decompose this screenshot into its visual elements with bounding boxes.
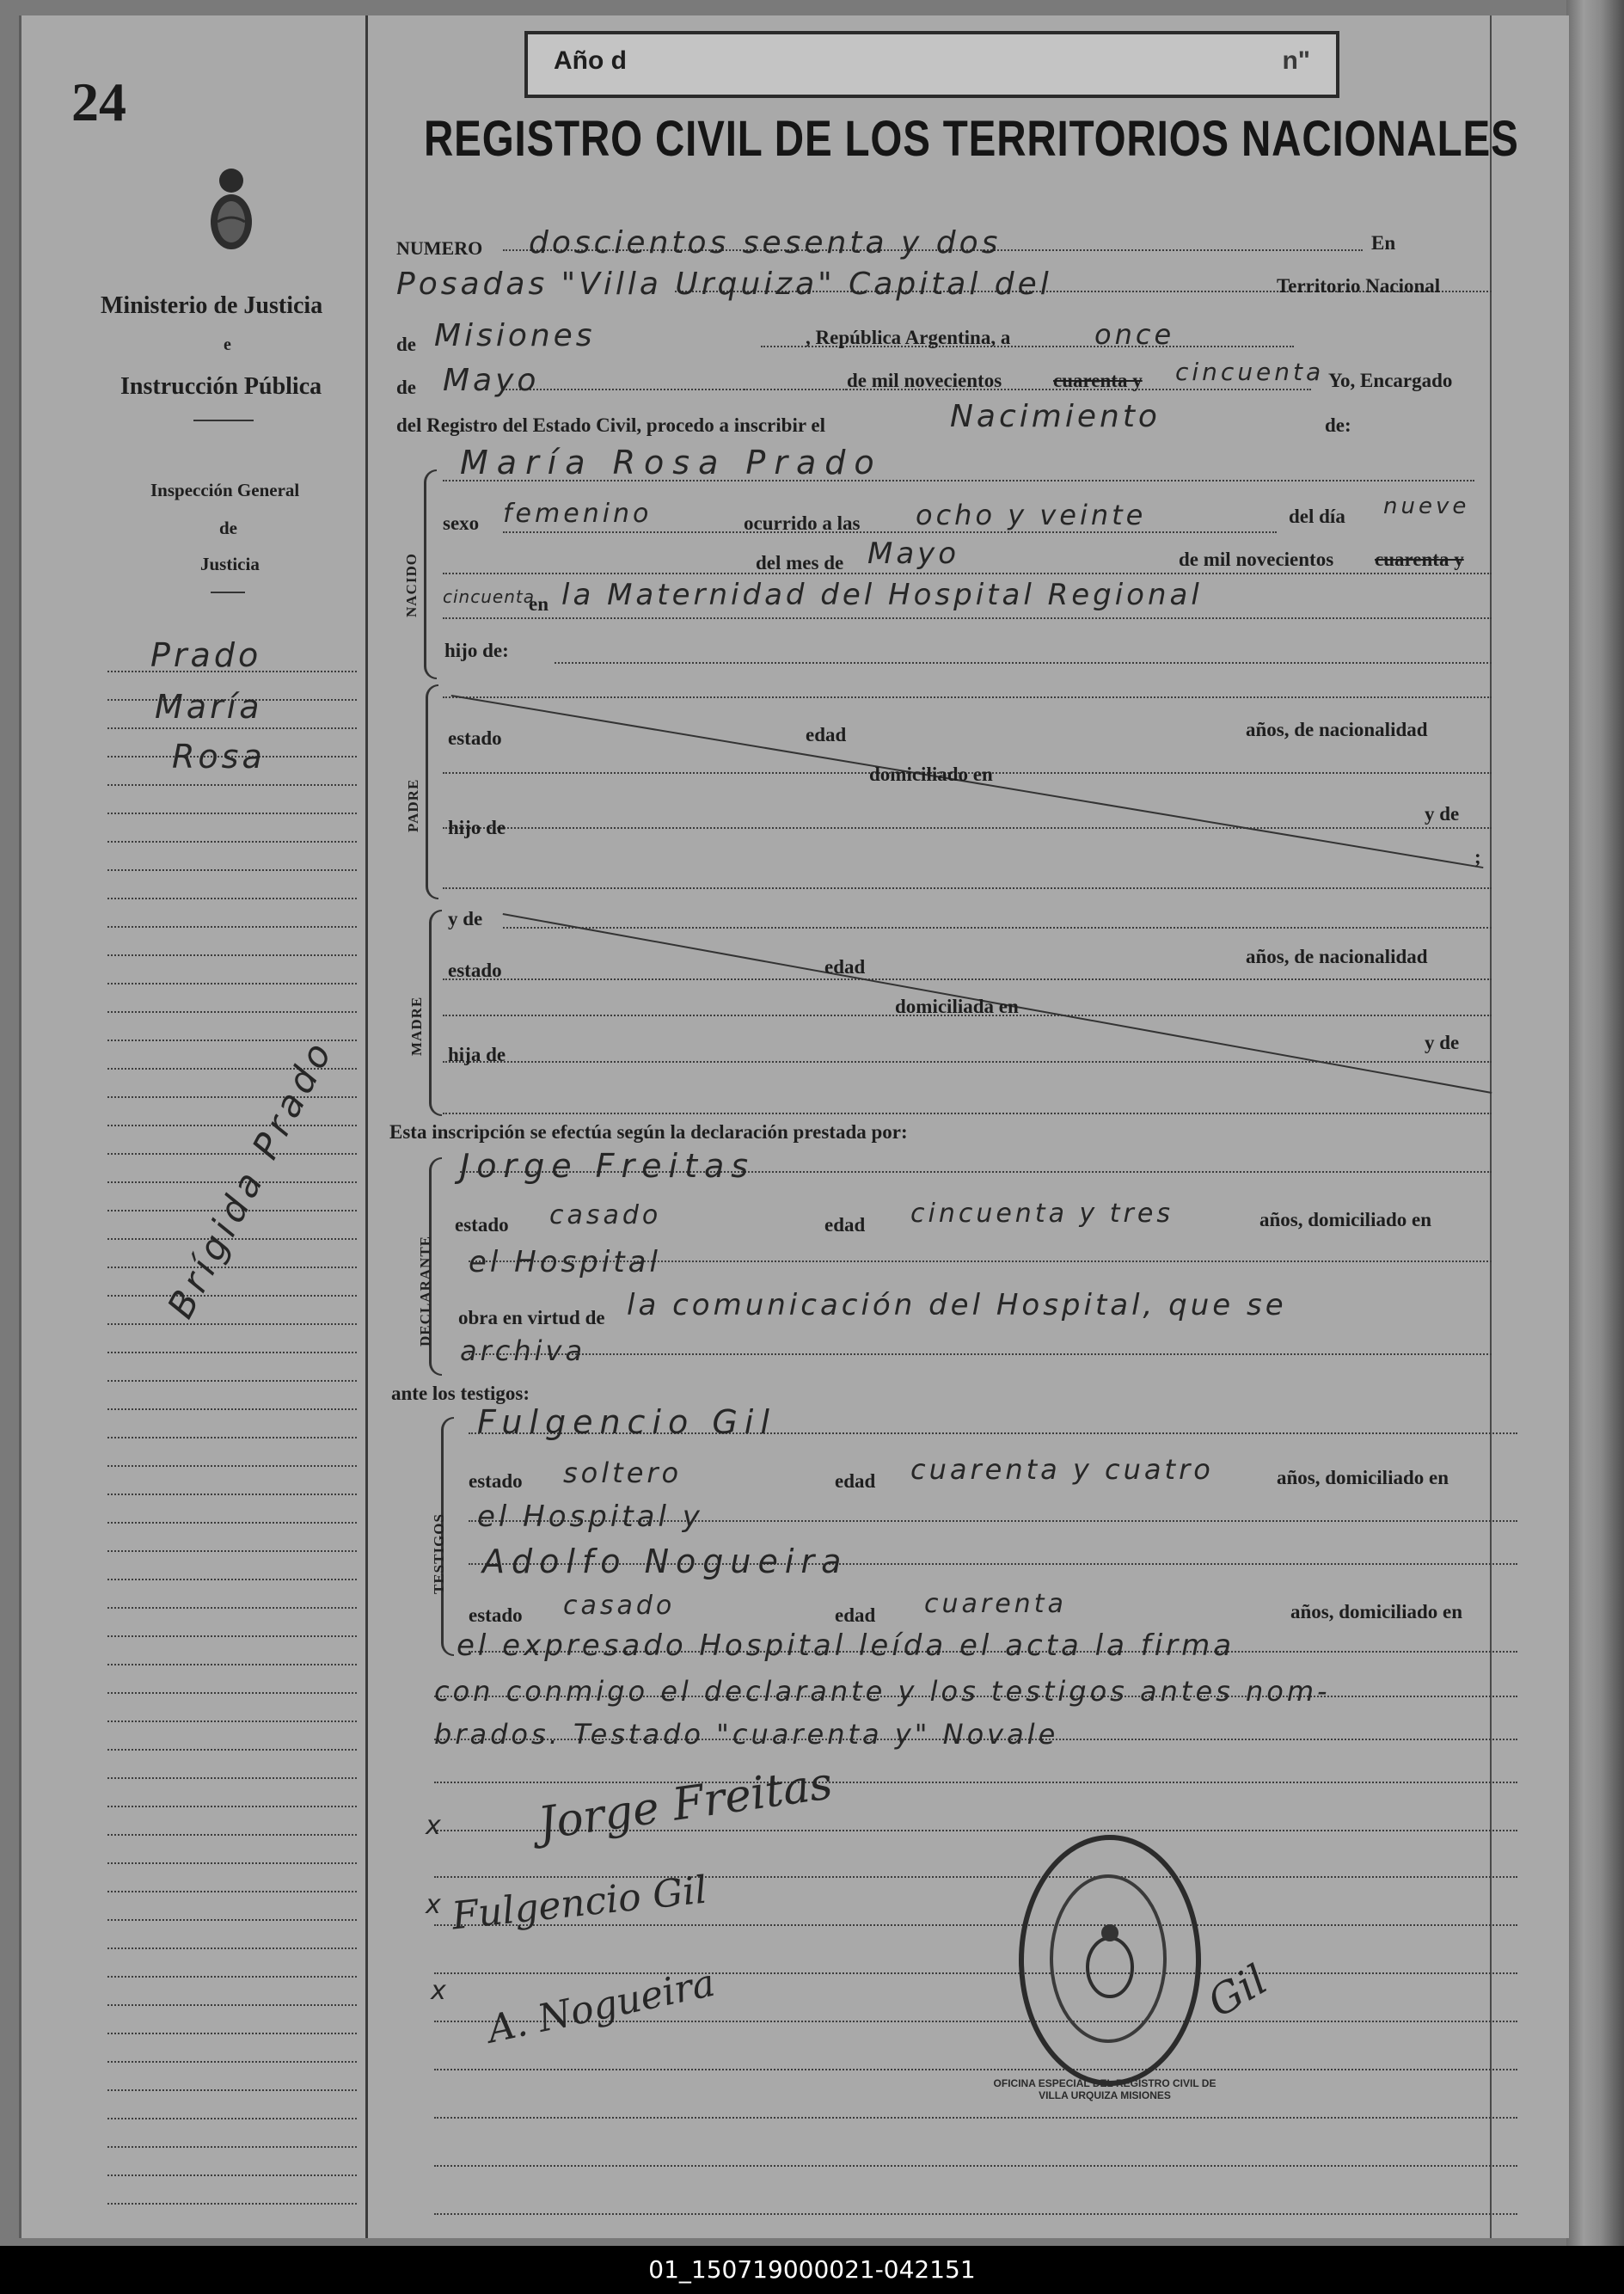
margin-ruled-line [107,1408,357,1410]
margin-ruled-line [107,1635,357,1637]
margin-ruled-line [107,1267,357,1268]
event-value: Nacimiento [950,399,1161,434]
ministry-line-1: Ministerio de Justicia [101,292,323,319]
witness-2-name: Adolfo Nogueira [482,1543,849,1580]
padre-section-label: PADRE [405,778,421,832]
year-value: cincuenta [1175,358,1325,386]
form-ruled-line [503,389,847,390]
day-value: once [1094,318,1175,351]
witness-1-anos-label: años, domiciliado en [1277,1467,1449,1488]
signature-declarante: Jorge Freitas [535,1757,837,1850]
margin-ruled-line [107,2033,357,2034]
x-mark-3: x [431,1976,450,2006]
margin-ruled-line [107,1777,357,1779]
padre-estado-label: estado [448,727,502,749]
margin-ruled-line [107,813,357,814]
form-ruled-line [503,531,1277,533]
x-mark-2: x [426,1890,444,1920]
form-ruled-line [443,1061,1492,1063]
margin-ruled-line [107,1749,357,1751]
register-page [19,15,1569,2238]
registro-label: del Registro del Estado Civil, procedo a inscribir el [396,414,825,436]
margin-ruled-line [107,1465,357,1467]
numero-value: doscientos sesenta y dos [529,225,1002,261]
padre-domiciliado-label: domiciliado en [869,764,993,785]
official-seal [1019,1835,1201,2086]
margin-ruled-line [107,1947,357,1949]
declarante-estado-value: casado [549,1200,662,1230]
form-ruled-line [434,1782,1517,1783]
witness-2-estado-value: casado [563,1591,676,1621]
de-label-2: de [396,377,416,398]
margin-ruled-line [107,2174,357,2176]
nacido-novecientos-label: de mil novecientos [1179,549,1334,570]
testigos-intro: ante los testigos: [391,1383,530,1404]
margin-ruled-line [107,983,357,984]
madre-y-de-label-2: y de [1425,1032,1460,1053]
margin-ruled-line [107,1011,357,1013]
margin-ruled-line [107,1494,357,1495]
signature-officer: Gil [1199,1955,1276,2027]
margin-ruled-line [107,1380,357,1382]
margin-ruled-line [107,1295,357,1297]
page-title: REGISTRO CIVIL DE LOS TERRITORIOS NACIONALES [424,111,1519,167]
person-name: María Rosa Prado [460,444,883,481]
margin-ruled-line [107,841,357,843]
ministry-line-3: Instrucción Pública [120,373,322,400]
madre-hija-label: hija de [448,1044,506,1065]
margin-ruled-line [107,898,357,899]
de-label-1: de [396,334,416,355]
nacido-en-label: en [529,593,548,615]
margin-index-surname: Prado [150,636,262,674]
form-ruled-line [443,887,1492,889]
declarante-estado-label: estado [455,1214,509,1236]
form-ruled-line [443,1113,1492,1114]
province-value: Misiones [434,318,596,353]
closing-line-2: con conmigo el declarante y los testigos antes nom- [434,1675,1331,1708]
padre-anos-label: años, de nacionalidad [1246,719,1428,740]
right-border [1490,15,1492,2238]
margin-index-name-2: Rosa [172,738,266,776]
form-ruled-line [443,573,1492,574]
x-mark-1: x [426,1811,444,1841]
declarante-address-value: el Hospital [469,1245,661,1279]
margin-ruled-line [107,2089,357,2091]
ministry-line-2: e [224,335,231,354]
declarante-name: Jorge Freitas [460,1147,756,1185]
margin-index-name-1: María [155,688,263,726]
witness-1-address-value: el Hospital y [477,1500,703,1534]
hijo-de-label: hijo de: [444,640,509,661]
territorio-label: Territorio Nacional [1277,275,1441,297]
birth-day-value: nueve [1383,494,1470,519]
witness-1-edad-value: cuarenta y cuatro [910,1453,1214,1486]
witness-1-estado-value: soltero [563,1457,683,1489]
year-stamp-text: Año d [554,46,627,75]
margin-ruled-line [107,1437,357,1438]
form-ruled-line [555,662,1492,664]
nacido-brace [424,469,437,679]
margin-vertical-annotation: Brígida Prado [159,1031,342,1326]
form-ruled-line [443,617,1492,619]
nacido-cuarenta-struck: cuarenta y [1375,549,1464,570]
testigos-section-label: TESTIGOS [431,1513,447,1594]
witness-2-estado-label: estado [469,1604,523,1626]
de-colon-label: de: [1325,414,1351,436]
declarante-edad-label: edad [824,1214,866,1236]
margin-ruled-line [107,926,357,928]
page-number: 24 [71,71,126,132]
margin-ruled-line [107,727,357,729]
del-mes-label: del mes de [756,552,844,574]
coat-of-arms-icon [200,162,262,256]
margin-ruled-line [107,1976,357,1978]
numero-label: NUMERO [396,237,483,259]
form-ruled-line [434,2165,1517,2167]
birth-month-value: Mayo [867,537,960,571]
margin-ruled-line [107,1352,357,1353]
declarante-edad-value: cincuenta y tres [910,1199,1174,1229]
madre-domiciliada-label: domiciliada en [895,996,1019,1017]
inspection-divider [211,592,245,593]
ministry-divider [193,420,254,421]
novecientos-label: de mil novecientos [847,370,1002,391]
margin-ruled-line [107,869,357,871]
witness-2-edad-label: edad [835,1604,876,1626]
madre-y-de-label: y de [448,908,483,929]
year-stamp-text-right: n" [1282,46,1310,75]
margin-separator [365,15,368,2238]
padre-edad-label: edad [806,724,847,745]
obra-value-2: archiva [460,1334,586,1367]
year-stamp [524,31,1339,98]
birth-place-value: la Maternidad del Hospital Regional [561,578,1203,612]
margin-ruled-line [107,1664,357,1665]
place-value: Posadas "Villa Urquiza" Capital del [396,267,1052,302]
witness-1-estado-label: estado [469,1470,523,1492]
madre-anos-label: años, de nacionalidad [1246,946,1428,967]
margin-ruled-line [107,1919,357,1921]
margin-ruled-line [107,954,357,956]
margin-ruled-line [107,1522,357,1524]
en-label: En [1371,232,1396,254]
book-spine-edge [1566,0,1624,2246]
margin-ruled-line [107,1607,357,1609]
margin-ruled-line [107,784,357,786]
margin-ruled-line [107,2061,357,2063]
margin-ruled-line [107,1806,357,1807]
form-ruled-line [443,978,1492,980]
form-ruled-line [434,1924,1517,1926]
inspection-line-3: Justicia [200,554,260,574]
seal-text: OFICINA ESPECIAL DEL REGISTRO CIVIL DE VILLA URQUIZA MISIONES [993,2077,1216,2101]
padre-hijo-label: hijo de [448,817,506,838]
obra-value: la comunicación del Hospital, que se [627,1288,1287,1322]
declarante-anos-label: años, domiciliado en [1259,1209,1432,1230]
closing-line-3: brados. Testado "cuarenta y" Novale [434,1718,1059,1751]
madre-section-label: MADRE [408,996,425,1056]
margin-ruled-line [107,1323,357,1325]
inspection-line-1: Inspección General [150,480,300,500]
del-dia-label: del día [1289,506,1345,527]
republica-label: , República Argentina, a [806,327,1011,348]
madre-edad-label: edad [824,956,866,978]
padre-y-de-label: y de [1425,803,1460,825]
sexo-label: sexo [443,512,480,534]
image-id-caption: 01_150719000021-042151 [0,2246,1624,2294]
form-ruled-line [434,1972,1517,1974]
witness-2-edad-value: cuarenta [924,1589,1067,1619]
seal-emblem-icon [1077,1919,1143,2002]
margin-ruled-line [107,1834,357,1836]
form-ruled-line [434,2117,1517,2119]
form-ruled-line [469,1353,1492,1355]
margin-ruled-line [107,2004,357,2006]
margin-ruled-line [107,1862,357,1864]
witness-2-anos-label: años, domiciliado en [1290,1601,1463,1622]
signature-witness-1: Fulgencio Gil [450,1868,709,1939]
madre-brace [429,910,442,1116]
madre-estado-label: estado [448,960,502,981]
inspection-line-2: de [219,518,237,538]
margin-ruled-line [107,1153,357,1155]
margin-ruled-line [107,1720,357,1722]
hour-value: ocho y veinte [916,499,1147,531]
witness-1-name: Fulgencio Gil [477,1403,776,1441]
form-ruled-line [434,2069,1517,2070]
margin-ruled-line [107,2118,357,2119]
form-ruled-line [443,696,1492,698]
obra-label: obra en virtud de [458,1307,605,1328]
margin-ruled-line [107,1692,357,1694]
form-ruled-line [503,927,1492,929]
margin-ruled-line [107,1891,357,1892]
nacido-year-value: cincuenta [443,586,535,607]
padre-brace [426,684,438,899]
margin-ruled-line [107,1096,357,1098]
form-ruled-line [434,2213,1517,2215]
declarante-section-label: DECLARANTE [417,1235,433,1346]
sexo-value: femenino [503,499,653,529]
margin-ruled-line [107,1579,357,1580]
padre-end-mark: ; [1474,846,1481,868]
month-value: Mayo [443,363,540,398]
nacido-section-label: NACIDO [403,553,420,617]
margin-ruled-line [107,2146,357,2148]
cuarenta-struck: cuarenta y [1053,370,1143,391]
signature-witness-2: A. Nogueira [483,1960,719,2052]
closing-line-1: el expresado Hospital leída el acta la firma [457,1628,1235,1663]
witness-1-edad-label: edad [835,1470,876,1492]
ocurrido-label: ocurrido a las [744,512,861,534]
form-ruled-line [443,827,1492,829]
form-ruled-line [434,1876,1517,1878]
declaration-intro: Esta inscripción se efectúa según la declaración prestada por: [389,1121,908,1143]
margin-ruled-line [107,1125,357,1126]
yo-encargado-label: Yo, Encargado [1328,370,1453,391]
margin-ruled-line [107,1550,357,1552]
margin-ruled-line [107,2203,357,2205]
